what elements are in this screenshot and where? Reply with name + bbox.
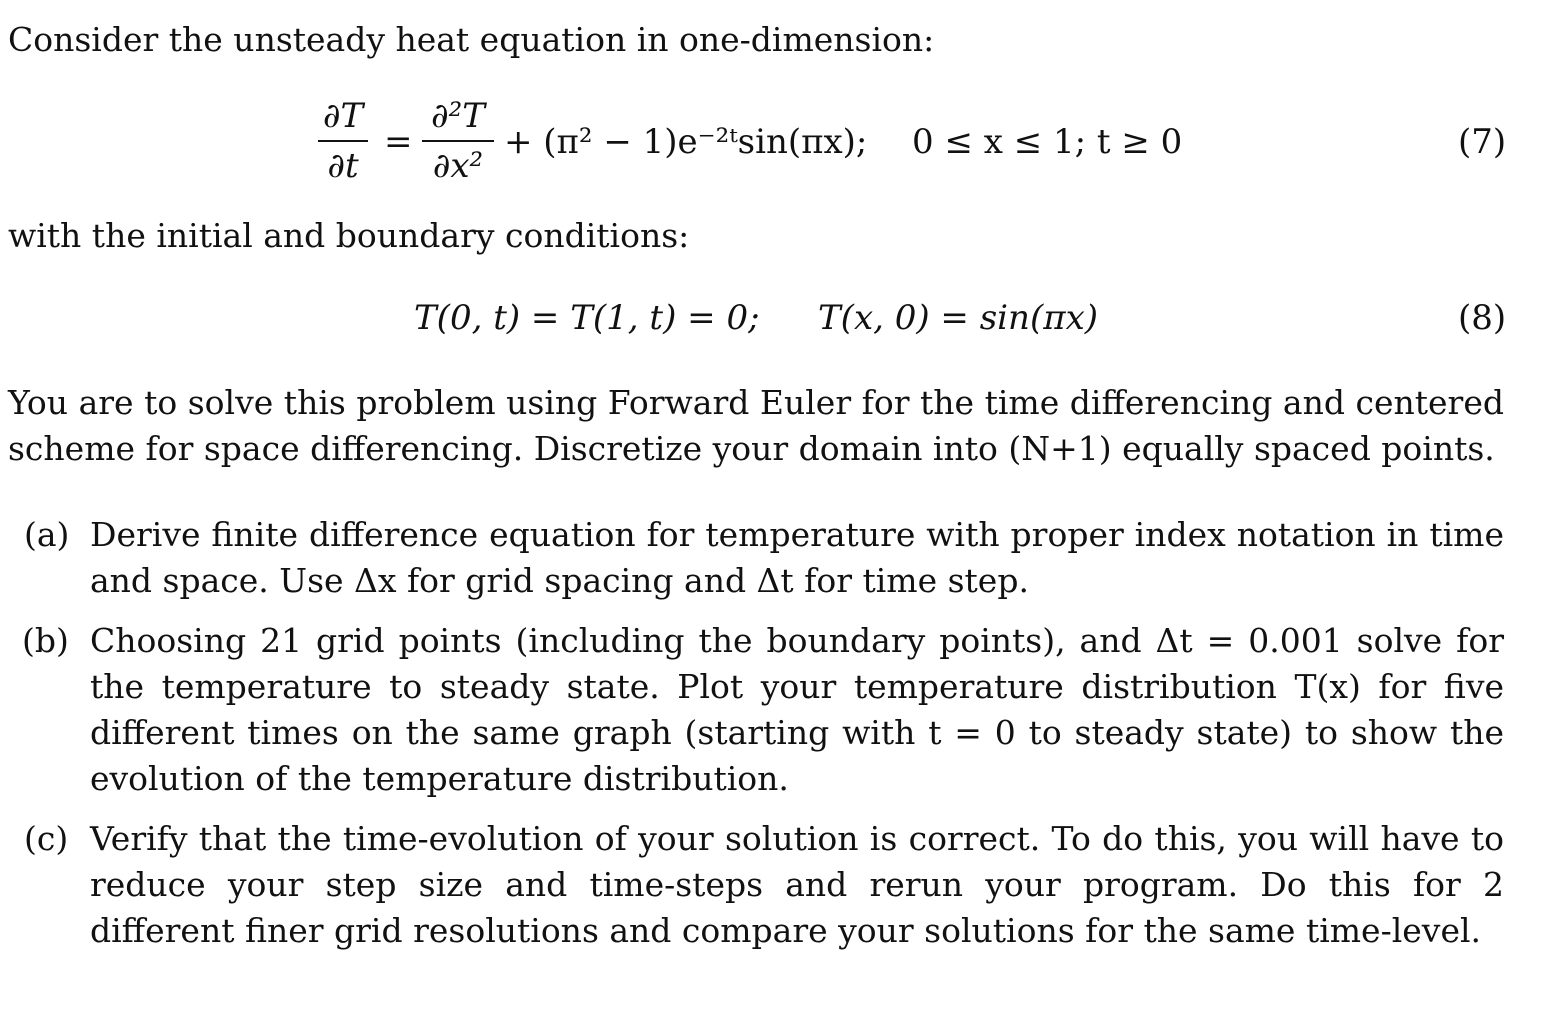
part-text: Derive finite difference equation for temperature with proper index notation in time and space. Use Δx for grid spacing and Δt for time step. <box>90 515 1504 600</box>
equals-sign: = <box>384 122 413 162</box>
equation-number-8: (8) <box>1458 298 1507 338</box>
domain-constraint: 0 ≤ x ≤ 1; t ≥ 0 <box>912 122 1183 162</box>
part-label: (b) <box>22 621 69 660</box>
rhs-numerator: ∂²T <box>431 96 485 136</box>
initial-condition: T(x, 0) = sin(πx) <box>818 298 1099 338</box>
fraction-bar <box>422 140 494 142</box>
part-label: (a) <box>24 515 70 554</box>
equation-number-7: (7) <box>1458 122 1507 162</box>
rhs-fraction <box>422 96 494 186</box>
part-text: Choosing 21 grid points (including the boundary points), and Δt = 0.001 solve for the temperature to steady state. Plot your temperature distribution T(x) for five different times on the same graph (starting with t = 0 to steady state) to show the evolution of the temperature distribution. <box>90 621 1504 798</box>
boundary-condition: T(0, t) = T(1, t) = 0; <box>414 298 760 338</box>
part-text: Verify that the time-evolution of your solution is correct. To do this, you will have to reduce your step size and time-steps and rerun your program. Do this for 2 different finer grid resolutions and compare your solutions for the same time-level. <box>90 819 1504 950</box>
fraction-bar <box>318 140 368 142</box>
instructions-paragraph: You are to solve this problem using Forward Euler for the time differencing and centered scheme for space differencing. Discretize your domain into (N+1) equally spaced points. <box>8 383 1504 468</box>
source-term: + (π² − 1)e⁻²ᵗsin(πx); <box>504 122 868 162</box>
intro-text: Consider the unsteady heat equation in one-dimension: <box>8 20 935 59</box>
conditions-intro: with the initial and boundary conditions: <box>8 216 690 255</box>
rhs-denominator: ∂x² <box>432 146 484 186</box>
lhs-numerator: ∂T <box>322 96 364 136</box>
part-label: (c) <box>24 819 69 858</box>
lhs-fraction <box>318 96 368 186</box>
lhs-denominator: ∂t <box>327 146 359 186</box>
